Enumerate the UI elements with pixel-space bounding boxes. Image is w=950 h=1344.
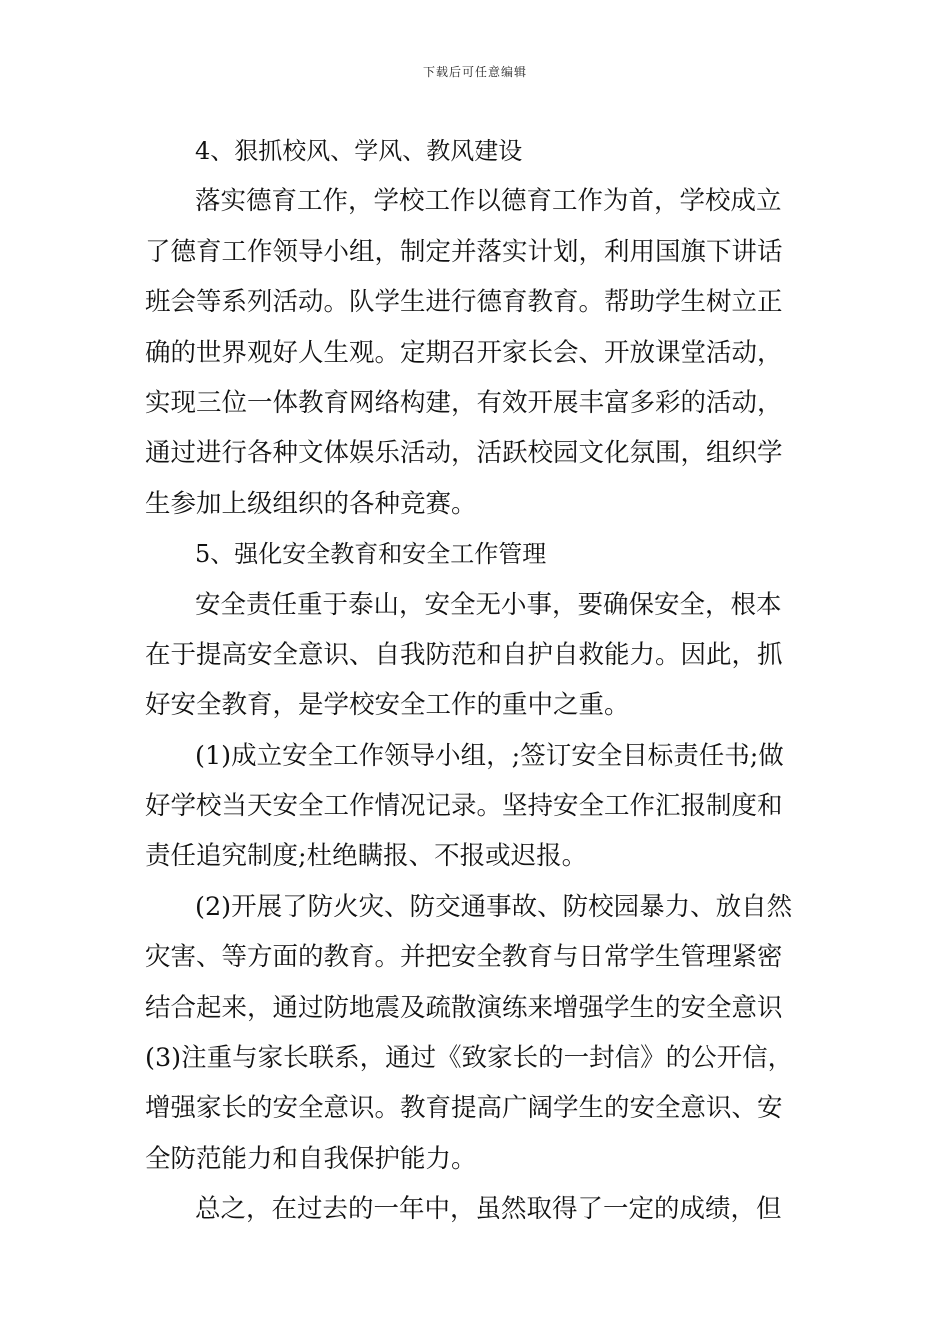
paragraph-line: 总之，在过去的一年中，虽然取得了一定的成绩，但 — [195, 1194, 782, 1225]
paragraph-line: 灾害、等方面的教育。并把安全教育与日常学生管理紧密 — [145, 942, 783, 973]
paragraph-line: 实现三位一体教育网络构建，有效开展丰富多彩的活动， — [145, 387, 783, 418]
paragraph-line: 班会等系列活动。队学生进行德育教育。帮助学生树立正 — [145, 287, 783, 318]
paragraph-line: 全防范能力和自我保护能力。 — [145, 1143, 477, 1174]
paragraph-line: 确的世界观好人生观。定期召开家长会、开放课堂活动， — [145, 337, 783, 368]
paragraph-line: 通过进行各种文体娱乐活动，活跃校园文化氛围，组织学 — [145, 438, 783, 469]
paragraph-line: 在于提高安全意识、自我防范和自护自救能力。因此，抓 — [145, 639, 783, 670]
paragraph-line: 了德育工作领导小组，制定并落实计划，利用国旗下讲话 — [145, 236, 783, 267]
paragraph-line: 结合起来，通过防地震及疏散演练来增强学生的安全意识 — [145, 992, 783, 1023]
paragraph-line: 安全责任重于泰山，安全无小事，要确保安全，根本 — [195, 589, 782, 620]
document-body — [145, 126, 805, 1235]
paragraph-line: 落实德育工作，学校工作以德育工作为首，学校成立 — [195, 186, 782, 217]
paragraph-line: (2)开展了防火灾、防交通事故、防校园暴力、放自然 — [195, 891, 793, 922]
paragraph-line: 生参加上级组织的各种竞赛。 — [145, 488, 477, 519]
section-heading: 4、狠抓校风、学风、教风建设 — [195, 137, 523, 165]
paragraph-line: 好学校当天安全工作情况记录。坚持安全工作汇报制度和 — [145, 791, 783, 822]
section-heading: 5、强化安全教育和安全工作管理 — [195, 540, 547, 569]
paragraph-line: (3)注重与家长联系，通过《致家长的一封信》的公开信， — [145, 1043, 794, 1074]
paragraph-line: 责任追究制度;杜绝瞒报、不报或迟报。 — [145, 841, 588, 872]
page-header: 下载后可任意编辑 — [422, 65, 527, 79]
paragraph-line: 好安全教育，是学校安全工作的重中之重。 — [145, 690, 630, 721]
paragraph-line: 增强家长的安全意识。教育提高广阔学生的安全意识、安 — [145, 1093, 783, 1124]
paragraph-line: (1)成立安全工作领导小组，;签订安全目标责任书;做 — [195, 740, 784, 771]
